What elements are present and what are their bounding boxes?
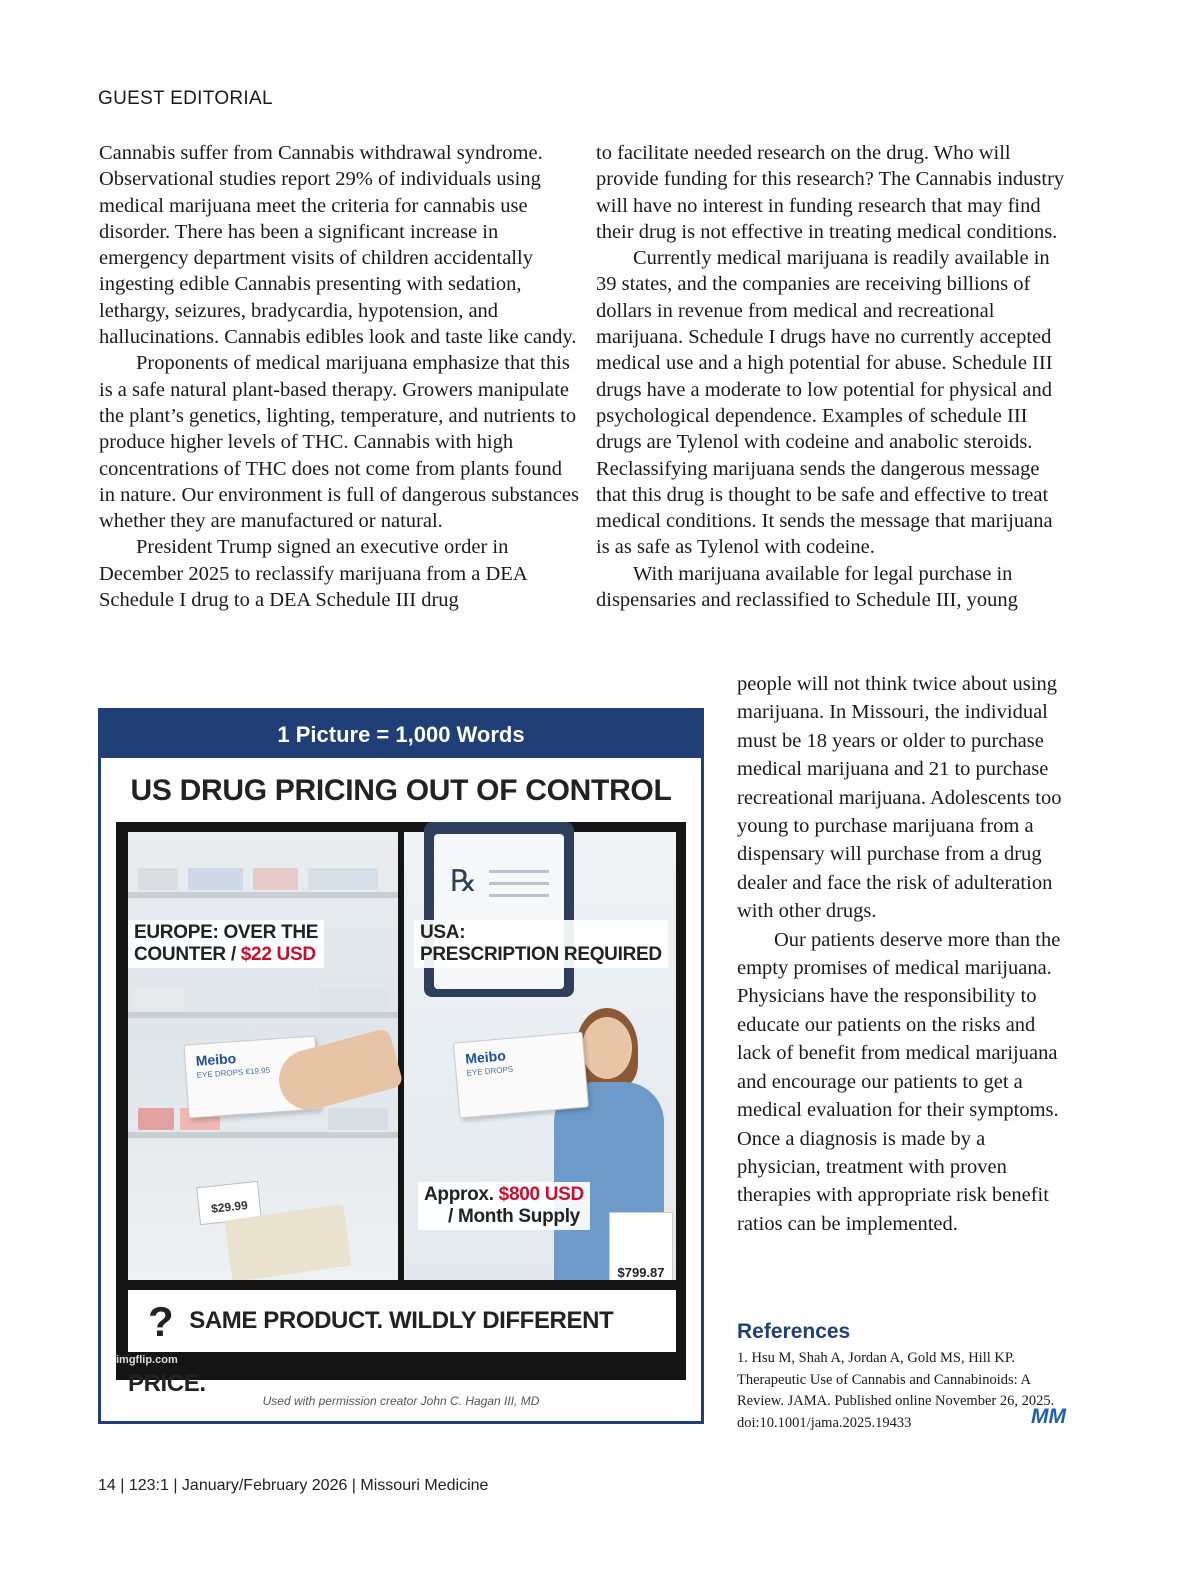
paragraph: Proponents of medical marijuana emphasize that this is a safe natural plant-based therapy. Growers manipulate the plant’s genetics, lighting, temperature, and nutrients to produce higher levels of THC. Cannabis with high concentrations of THC does not come from plants found in nature. Our environment is full of dangerous substances whether they are manufactured or natural. — [99, 352, 579, 533]
shelf-product — [133, 988, 183, 1010]
usa-label: USA: PRESCRIPTION REQUIRED — [414, 920, 668, 968]
shelf — [128, 892, 398, 898]
paper-line — [489, 870, 549, 873]
meme-image — [116, 760, 686, 1397]
usa-panel — [404, 832, 676, 1280]
europe-label: EUROPE: OVER THE COUNTER / $22 USD — [128, 920, 324, 968]
europe-panel — [128, 832, 398, 1280]
article-column-right-top — [596, 140, 1071, 613]
patient-head — [582, 1017, 632, 1079]
meme-caption: ? SAME PRODUCT. WILDLY DIFFERENT PRICE. — [128, 1290, 676, 1352]
usa-price: $800 USD — [498, 1184, 584, 1205]
shelf-product — [318, 988, 388, 1010]
watermark: imgflip.com — [116, 1354, 178, 1366]
question-mark-icon: ? — [148, 1297, 174, 1345]
shelf-product — [308, 868, 378, 890]
usa-price-label: Approx. $800 USD / Month Supply — [418, 1182, 590, 1230]
meme-footer — [116, 1280, 686, 1397]
europe-price: $22 USD — [240, 944, 316, 965]
meme-headline: US DRUG PRICING OUT OF CONTROL — [130, 774, 672, 807]
figure-credit: Used with permission creator John C. Hagan III, MD — [262, 1394, 540, 1408]
product-carton: Meibo EYE DROPS €19.95 — [184, 1035, 321, 1118]
article-column-left — [99, 140, 579, 613]
price-tag: $29.99 — [196, 1181, 262, 1225]
shelf — [128, 1132, 398, 1138]
shelf — [128, 1012, 398, 1018]
paragraph: Our patients deserve more than the empty promises of medical marijuana. Physicians have the responsibility to educate our patients on the risks and lack of benefit from medical marijuana and encourage our patients to get a medical evaluation for their symptoms. Once a diagnosis is made by a physician, treatment with proven therapies with appropriate risk benefit ratios can be implemented. — [737, 928, 1061, 1235]
product-carton: Meibo EYE DROPS — [453, 1031, 589, 1118]
paragraph: people will not think twice about using marijuana. In Missouri, the individual must be 18 years or older to purchase medical marijuana and 21 to purchase recreational marijuana. Adolescents too young to purchase marijuana from a dispensary will purchase from a drug dealer and face the risk of adulteration with other drugs. — [737, 673, 1062, 923]
pricing-figure — [98, 708, 704, 1424]
section-label: GUEST EDITORIAL — [98, 88, 273, 109]
paragraph: With marijuana available for legal purchase in dispensaries and reclassified to Schedule III, young — [596, 562, 1018, 612]
shelf-product — [253, 868, 298, 890]
reference-item: 1. Hsu M, Shah A, Jordan A, Gold MS, Hill KP. Therapeutic Use of Cannabis and Cannabinoids: A Review. JAMA. Published online November 26, 2025. doi:10.1001/jama.2025.19433 — [737, 1350, 1055, 1431]
paragraph: to facilitate needed research on the drug. Who will provide funding for this research? The Cannabis industry will have no interest in funding research that may find their drug is not effective in treating medical conditions. — [596, 142, 1065, 243]
paper-line — [489, 882, 549, 885]
paragraph: President Trump signed an executive order in December 2025 to reclassify marijuana from a DEA Schedule I drug to a DEA Schedule III drug — [99, 536, 527, 612]
comparison-panels — [116, 822, 686, 1280]
references-heading: References — [737, 1320, 851, 1343]
rx-icon: ℞ — [450, 865, 477, 898]
paragraph: Currently medical marijuana is readily available in 39 states, and the companies are receiving billions of dollars in revenue from medical and recreational marijuana. Schedule I drugs have no currently accepted medical use and a high potential for abuse. Schedule III drugs have a moderate to low potential for physical and psychological dependence. Examples of schedule III drugs are Tylenol with codeine and anabolic steroids. Reclassifying marijuana sends the dangerous message that this drug is thought to be safe and effective to treat medical conditions. It sends the message that marijuana is as safe as Tylenol with codeine. — [596, 247, 1053, 559]
shelf-product — [188, 868, 243, 890]
clipboard-illustration — [424, 822, 574, 997]
shelf-product — [138, 1108, 174, 1130]
shelf-product — [328, 1108, 388, 1130]
article-column-right-lower — [737, 670, 1072, 1238]
page-footer: 14 | 123:1 | January/February 2026 | Missouri Medicine — [98, 1477, 489, 1494]
paragraph: Cannabis suffer from Cannabis withdrawal syndrome. Observational studies report 29% of individuals using medical marijuana meet the criteria for cannabis use disorder. There has been a significant increase in emergency department visits of children accidentally ingesting edible Cannabis presenting with sedation, lethargy, seizures, bradycardia, hypotension, and hallucinations. Cannabis edibles look and taste like candy. — [99, 142, 577, 349]
receipt-illustration: $799.87 — [609, 1212, 673, 1286]
figure-banner: 1 Picture = 1,000 Words — [101, 711, 701, 758]
end-mark: MM — [1031, 1405, 1066, 1428]
paper-line — [489, 894, 549, 897]
shelf-product — [138, 868, 178, 890]
